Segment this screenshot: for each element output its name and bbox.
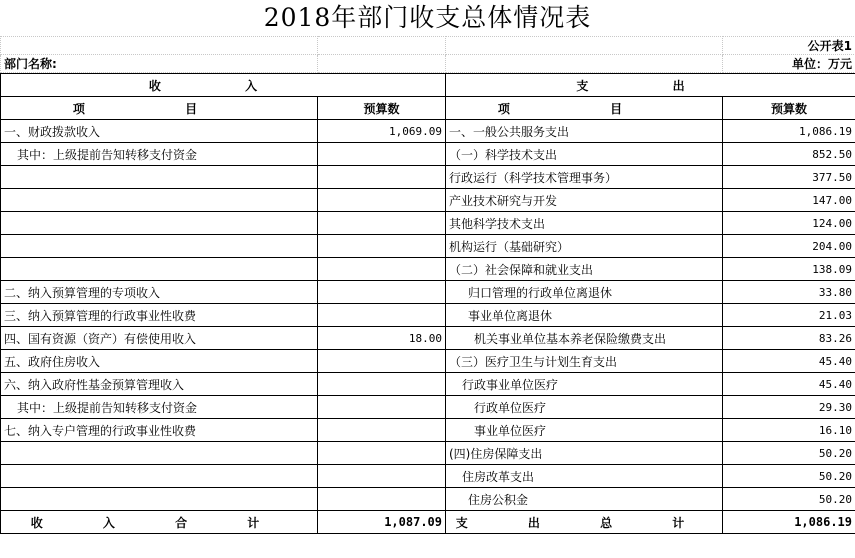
table-row bbox=[1, 120, 855, 143]
expense-item-cell[interactable]: (四)住房保障支出 bbox=[446, 442, 723, 465]
expense-value-cell[interactable]: 138.09 bbox=[723, 258, 855, 281]
expense-item-cell[interactable]: 其他科学技术支出 bbox=[446, 212, 723, 235]
expense-item-cell[interactable]: 行政单位医疗 bbox=[446, 396, 723, 419]
income-value-cell[interactable] bbox=[318, 258, 446, 281]
expense-item-cell[interactable]: 一、一般公共服务支出 bbox=[446, 120, 723, 143]
expense-value-cell[interactable]: 1,086.19 bbox=[723, 120, 855, 143]
table-row bbox=[1, 143, 855, 166]
totals-row bbox=[1, 511, 855, 534]
form-number[interactable]: 公开表1 bbox=[723, 37, 855, 55]
expense-item-cell[interactable]: （一）科学技术支出 bbox=[446, 143, 723, 166]
expense-item-cell[interactable]: 事业单位离退休 bbox=[446, 304, 723, 327]
income-value-cell[interactable] bbox=[318, 281, 446, 304]
table-row bbox=[1, 166, 855, 189]
expense-item-cell[interactable]: （二）社会保障和就业支出 bbox=[446, 258, 723, 281]
income-item-cell[interactable] bbox=[1, 442, 318, 465]
expense-value-cell[interactable]: 50.20 bbox=[723, 488, 855, 511]
budget-table bbox=[0, 73, 855, 534]
expense-item-cell[interactable]: （三）医疗卫生与计划生育支出 bbox=[446, 350, 723, 373]
expense-item-cell[interactable]: 机关事业单位基本养老保险缴费支出 bbox=[446, 327, 723, 350]
income-value-cell[interactable] bbox=[318, 373, 446, 396]
income-value-cell[interactable] bbox=[318, 212, 446, 235]
table-row bbox=[1, 281, 855, 304]
expense-total-label[interactable]: 支 出 总 计 bbox=[446, 511, 723, 534]
table-row bbox=[1, 442, 855, 465]
expense-item-cell[interactable]: 事业单位医疗 bbox=[446, 419, 723, 442]
table-row bbox=[1, 396, 855, 419]
expense-value-cell[interactable]: 204.00 bbox=[723, 235, 855, 258]
unit-label[interactable]: 单位：万元 bbox=[723, 55, 855, 73]
income-item-cell[interactable]: 其中：上级提前告知转移支付资金 bbox=[1, 396, 318, 419]
department-label[interactable]: 部门名称: bbox=[1, 55, 318, 73]
income-item-cell[interactable]: 五、政府住房收入 bbox=[1, 350, 318, 373]
income-item-cell[interactable]: 二、纳入预算管理的专项收入 bbox=[1, 281, 318, 304]
income-total-label[interactable]: 收 入 合 计 bbox=[1, 511, 318, 534]
table-row bbox=[1, 465, 855, 488]
income-value-cell[interactable] bbox=[318, 235, 446, 258]
income-item-cell[interactable]: 一、财政拨款收入 bbox=[1, 120, 318, 143]
expense-value-cell[interactable]: 124.00 bbox=[723, 212, 855, 235]
expense-item-cell[interactable]: 住房改革支出 bbox=[446, 465, 723, 488]
expense-item-cell[interactable]: 行政运行（科学技术管理事务） bbox=[446, 166, 723, 189]
income-value-cell[interactable]: 1,069.09 bbox=[318, 120, 446, 143]
income-value-cell[interactable]: 18.00 bbox=[318, 327, 446, 350]
income-value-cell[interactable] bbox=[318, 304, 446, 327]
income-item-header[interactable]: 项 目 bbox=[1, 97, 318, 120]
income-item-cell[interactable]: 其中：上级提前告知转移支付资金 bbox=[1, 143, 318, 166]
table-row bbox=[1, 189, 855, 212]
income-item-cell[interactable] bbox=[1, 235, 318, 258]
income-value-cell[interactable] bbox=[318, 143, 446, 166]
expense-value-cell[interactable]: 16.10 bbox=[723, 419, 855, 442]
table-row bbox=[1, 327, 855, 350]
income-item-cell[interactable] bbox=[1, 166, 318, 189]
expense-item-cell[interactable]: 住房公积金 bbox=[446, 488, 723, 511]
expense-value-cell[interactable]: 83.26 bbox=[723, 327, 855, 350]
table-row bbox=[1, 258, 855, 281]
expense-value-cell[interactable]: 852.50 bbox=[723, 143, 855, 166]
page-title: 2018年部门收支总体情况表 bbox=[263, 3, 592, 32]
income-value-cell[interactable] bbox=[318, 189, 446, 212]
income-value-cell[interactable] bbox=[318, 350, 446, 373]
income-item-cell[interactable] bbox=[1, 258, 318, 281]
expense-item-cell[interactable]: 产业技术研究与开发 bbox=[446, 189, 723, 212]
expense-section-header[interactable]: 支 出 bbox=[446, 74, 855, 97]
table-row bbox=[1, 235, 855, 258]
table-row bbox=[1, 212, 855, 235]
income-item-cell[interactable]: 六、纳入政府性基金预算管理收入 bbox=[1, 373, 318, 396]
expense-value-cell[interactable]: 45.40 bbox=[723, 373, 855, 396]
income-section-header[interactable]: 收 入 bbox=[1, 74, 446, 97]
expense-item-header[interactable]: 项 目 bbox=[446, 97, 723, 120]
expense-item-cell[interactable]: 行政事业单位医疗 bbox=[446, 373, 723, 396]
meta-table bbox=[0, 36, 855, 73]
expense-value-cell[interactable]: 50.20 bbox=[723, 442, 855, 465]
column-header-row bbox=[1, 97, 855, 120]
income-value-cell[interactable] bbox=[318, 419, 446, 442]
expense-total-value[interactable]: 1,086.19 bbox=[723, 511, 855, 534]
expense-budget-header[interactable]: 预算数 bbox=[723, 97, 855, 120]
table-row bbox=[1, 419, 855, 442]
income-item-cell[interactable]: 七、纳入专户管理的行政事业性收费 bbox=[1, 419, 318, 442]
income-value-cell[interactable] bbox=[318, 166, 446, 189]
table-row bbox=[1, 304, 855, 327]
income-value-cell[interactable] bbox=[318, 396, 446, 419]
expense-value-cell[interactable]: 50.20 bbox=[723, 465, 855, 488]
form-number-row bbox=[1, 37, 855, 55]
income-item-cell[interactable]: 四、国有资源（资产）有偿使用收入 bbox=[1, 327, 318, 350]
table-row bbox=[1, 373, 855, 396]
table-row bbox=[1, 488, 855, 511]
income-item-cell[interactable] bbox=[1, 488, 318, 511]
income-value-cell[interactable] bbox=[318, 442, 446, 465]
income-item-cell[interactable] bbox=[1, 212, 318, 235]
income-item-cell[interactable]: 三、纳入预算管理的行政事业性收费 bbox=[1, 304, 318, 327]
expense-value-cell[interactable]: 377.50 bbox=[723, 166, 855, 189]
expense-value-cell[interactable]: 33.80 bbox=[723, 281, 855, 304]
department-row bbox=[1, 55, 855, 73]
income-item-cell[interactable] bbox=[1, 465, 318, 488]
income-budget-header[interactable]: 预算数 bbox=[318, 97, 446, 120]
income-value-cell[interactable] bbox=[318, 488, 446, 511]
section-header-row bbox=[1, 74, 855, 97]
expense-value-cell[interactable]: 29.30 bbox=[723, 396, 855, 419]
expense-item-cell[interactable]: 归口管理的行政单位离退休 bbox=[446, 281, 723, 304]
table-row bbox=[1, 350, 855, 373]
expense-value-cell[interactable]: 147.00 bbox=[723, 189, 855, 212]
expense-value-cell[interactable]: 45.40 bbox=[723, 350, 855, 373]
income-value-cell[interactable] bbox=[318, 465, 446, 488]
expense-value-cell[interactable]: 21.03 bbox=[723, 304, 855, 327]
expense-item-cell[interactable]: 机构运行（基础研究） bbox=[446, 235, 723, 258]
income-item-cell[interactable] bbox=[1, 189, 318, 212]
income-total-value[interactable]: 1,087.09 bbox=[318, 511, 446, 534]
